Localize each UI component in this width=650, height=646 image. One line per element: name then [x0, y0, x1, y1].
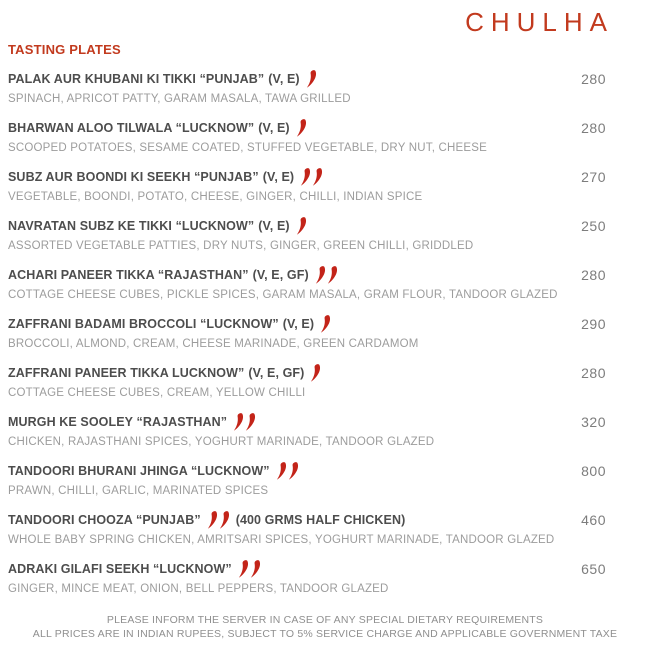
menu-item-price: 800 — [581, 463, 606, 479]
menu-item — [8, 119, 606, 156]
menu-item-name: TANDOORI BHURANI JHINGA “LUCKNOW” — [8, 464, 270, 478]
chilli-icon — [250, 560, 261, 578]
menu-item-name: ZAFFRANI PANEER TIKKA LUCKNOW” — [8, 366, 245, 380]
menu-item-price: 280 — [581, 120, 606, 136]
spice-level-indicator — [238, 560, 262, 580]
menu-item-title-line — [8, 315, 606, 335]
menu-item-name: ACHARI PANEER TIKKA “RAJASTHAN” — [8, 268, 249, 282]
spice-level-indicator — [296, 119, 308, 139]
menu-item-title-line — [8, 119, 606, 139]
menu-item-title-line — [8, 560, 606, 580]
menu-item-name: ADRAKI GILAFI SEEKH “LUCKNOW” — [8, 562, 232, 576]
spice-level-indicator — [320, 315, 332, 335]
spice-level-indicator — [296, 217, 308, 237]
spice-level-indicator — [310, 364, 322, 384]
footer-note — [0, 613, 650, 641]
menu-item-description: GINGER, MINCE MEAT, ONION, BELL PEPPERS, TANDOOR GLAZED — [8, 583, 389, 595]
menu-item — [8, 462, 606, 499]
menu-item-price: 460 — [581, 512, 606, 528]
menu-item-price: 280 — [581, 267, 606, 283]
chilli-icon — [245, 413, 256, 431]
menu-item-title-line — [8, 511, 606, 531]
spice-level-indicator — [276, 462, 300, 482]
menu-item-dietary-tags: (V, E) — [262, 170, 295, 184]
menu-item-price: 650 — [581, 561, 606, 577]
menu-item-description: COTTAGE CHEESE CUBES, PICKLE SPICES, GARAM MASALA, GRAM FLOUR, TANDOOR GLAZED — [8, 289, 558, 301]
chilli-icon — [207, 511, 218, 529]
menu-item-title-line — [8, 168, 606, 188]
menu-item-title-line — [8, 413, 606, 433]
menu-item-dietary-tags: (V, E, GF) — [248, 366, 305, 380]
menu-item — [8, 217, 606, 254]
menu-item-name: TANDOORI CHOOZA “PUNJAB” — [8, 513, 201, 527]
menu-item — [8, 168, 606, 205]
menu-item-price: 320 — [581, 414, 606, 430]
menu-item-price: 250 — [581, 218, 606, 234]
section-title: TASTING PLATES — [8, 42, 121, 57]
menu-item — [8, 315, 606, 352]
menu-item-title-line — [8, 266, 606, 286]
menu-item-price: 270 — [581, 169, 606, 185]
menu-item-dietary-tags: (V, E) — [258, 121, 290, 135]
menu-item — [8, 560, 606, 597]
menu-item-dietary-tags: (V, E) — [268, 72, 300, 86]
menu-item — [8, 413, 606, 450]
menu-item-name: PALAK AUR KHUBANI KI TIKKI “PUNJAB” — [8, 72, 265, 86]
spice-level-indicator — [233, 413, 257, 433]
menu-item — [8, 511, 606, 548]
chilli-icon — [315, 266, 326, 284]
menu-item-title-line — [8, 70, 606, 90]
chilli-icon — [310, 364, 321, 382]
menu-item-price: 290 — [581, 316, 606, 332]
menu-item-description: PRAWN, CHILLI, GARLIC, MARINATED SPICES — [8, 485, 269, 497]
menu-item-description: SCOOPED POTATOES, SESAME COATED, STUFFED VEGETABLE, DRY NUT, CHEESE — [8, 142, 488, 154]
chilli-icon — [276, 462, 287, 480]
chilli-icon — [238, 560, 249, 578]
chilli-icon — [288, 462, 299, 480]
spice-level-indicator — [207, 511, 231, 531]
menu-item-name: NAVRATAN SUBZ KE TIKKI “LUCKNOW” — [8, 219, 255, 233]
chilli-icon — [296, 217, 307, 235]
menu-item-description: WHOLE BABY SPRING CHICKEN, AMRITSARI SPICES, YOGHURT MARINADE, TANDOOR GLAZED — [8, 534, 555, 546]
chilli-icon — [327, 266, 338, 284]
menu-item-name: ZAFFRANI BADAMI BROCCOLI “LUCKNOW” — [8, 317, 279, 331]
chilli-icon — [296, 119, 307, 137]
menu-item-price: 280 — [581, 71, 606, 87]
menu-item-description: BROCCOLI, ALMOND, CREAM, CHEESE MARINADE, GREEN CARDAMOM — [8, 338, 419, 350]
menu-item-name: MURGH KE SOOLEY “RAJASTHAN” — [8, 415, 228, 429]
chilli-icon — [300, 168, 311, 186]
menu-item-portion-note: (400 GRMS HALF CHICKEN) — [235, 513, 406, 527]
menu-item-description: ASSORTED VEGETABLE PATTIES, DRY NUTS, GINGER, GREEN CHILLI, GRIDDLED — [8, 240, 474, 252]
menu-item-name: BHARWAN ALOO TILWALA “LUCKNOW” — [8, 121, 255, 135]
menu-item — [8, 364, 606, 401]
chilli-icon — [306, 70, 317, 88]
menu-item — [8, 266, 606, 303]
menu-item-title-line — [8, 462, 606, 482]
menu-item-description: COTTAGE CHEESE CUBES, CREAM, YELLOW CHILLI — [8, 387, 306, 399]
spice-level-indicator — [306, 70, 318, 90]
menu-list — [8, 70, 606, 597]
footer-line-pricing: ALL PRICES ARE IN INDIAN RUPEES, SUBJECT TO 5% SERVICE CHARGE AND APPLICABLE GOVERNMENT TAXE — [32, 628, 618, 640]
menu-item-dietary-tags: (V, E, GF) — [252, 268, 309, 282]
spice-level-indicator — [300, 168, 324, 188]
menu-item-dietary-tags: (V, E) — [258, 219, 290, 233]
menu-item-dietary-tags: (V, E) — [282, 317, 315, 331]
menu-item — [8, 70, 606, 107]
menu-item-title-line — [8, 217, 606, 237]
menu-item-description: CHICKEN, RAJASTHANI SPICES, YOGHURT MARINADE, TANDOOR GLAZED — [8, 436, 435, 448]
menu-item-name: SUBZ AUR BOONDI KI SEEKH “PUNJAB” — [8, 170, 259, 184]
footer-line-dietary: PLEASE INFORM THE SERVER IN CASE OF ANY SPECIAL DIETARY REQUIREMENTS — [106, 614, 544, 626]
chilli-icon — [233, 413, 244, 431]
chilli-icon — [312, 168, 323, 186]
menu-item-price: 280 — [581, 365, 606, 381]
spice-level-indicator — [315, 266, 339, 286]
chilli-icon — [320, 315, 331, 333]
menu-item-description: VEGETABLE, BOONDI, POTATO, CHEESE, GINGER, CHILLI, INDIAN SPICE — [8, 191, 423, 203]
chilli-icon — [219, 511, 230, 529]
restaurant-logo: CHULHA — [465, 7, 614, 37]
menu-item-title-line — [8, 364, 606, 384]
menu-item-description: SPINACH, APRICOT PATTY, GARAM MASALA, TAWA GRILLED — [8, 93, 351, 105]
